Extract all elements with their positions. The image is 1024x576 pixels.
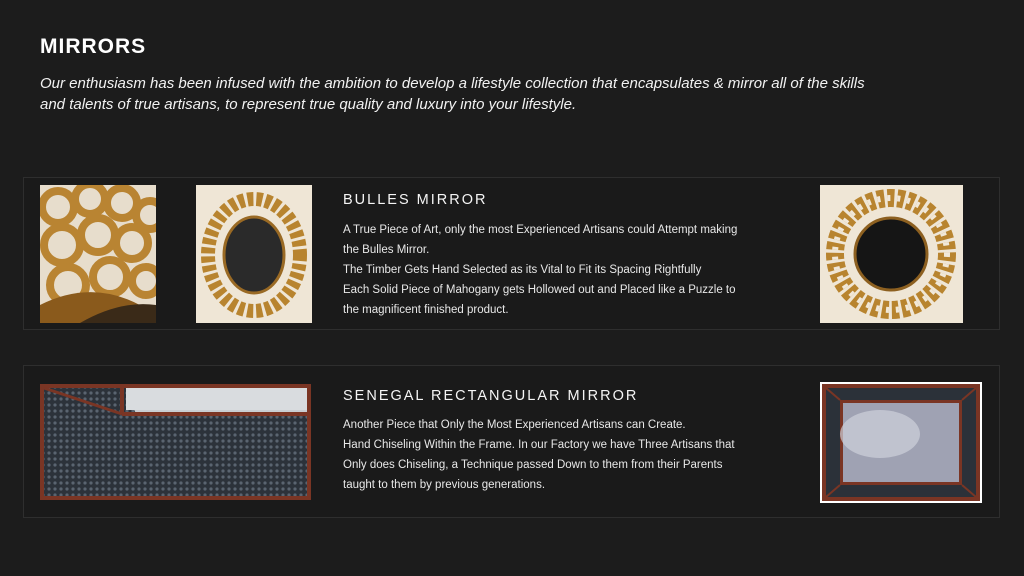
description-line: The Timber Gets Hand Selected as its Vital to Fit its Spacing Rightfully: [343, 264, 702, 276]
description-line: the Bulles Mirror.: [343, 244, 430, 256]
product-card-bulles: [23, 177, 1000, 330]
bulles-front-image: [820, 185, 963, 323]
page-title: MIRRORS: [40, 35, 147, 58]
product-card-senegal: [23, 365, 1000, 518]
description-line: Hand Chiseling Within the Frame. In our Factory we have Three Artisans that: [343, 439, 735, 451]
description-line: A True Piece of Art, only the most Experienced Artisans could Attempt making: [343, 224, 738, 236]
product-title: BULLES MIRROR: [343, 192, 488, 208]
product-description: [343, 415, 803, 495]
description-line: Each Solid Piece of Mahogany gets Hollowed out and Placed like a Puzzle to: [343, 284, 736, 296]
description-line: the magnificent finished product.: [343, 304, 509, 316]
intro-text: [40, 73, 990, 115]
description-line: Another Piece that Only the Most Experienced Artisans can Create.: [343, 419, 686, 431]
senegal-closeup-image: [40, 384, 311, 500]
bulles-side-image: [196, 185, 312, 323]
product-description: [343, 220, 803, 320]
description-line: Only does Chiseling, a Technique passed Down to them from their Parents: [343, 459, 723, 471]
product-title: SENEGAL RECTANGULAR MIRROR: [343, 388, 639, 404]
intro-line: and talents of true artisans, to represent true quality and luxury into your lifestyle.: [40, 96, 577, 113]
description-line: taught to them by previous generations.: [343, 479, 546, 491]
bulles-closeup-image: [40, 185, 156, 323]
intro-line: Our enthusiasm has been infused with the ambition to develop a lifestyle collection that encapsulates & mirror all of the skills: [40, 75, 865, 92]
senegal-front-image: [820, 382, 982, 503]
